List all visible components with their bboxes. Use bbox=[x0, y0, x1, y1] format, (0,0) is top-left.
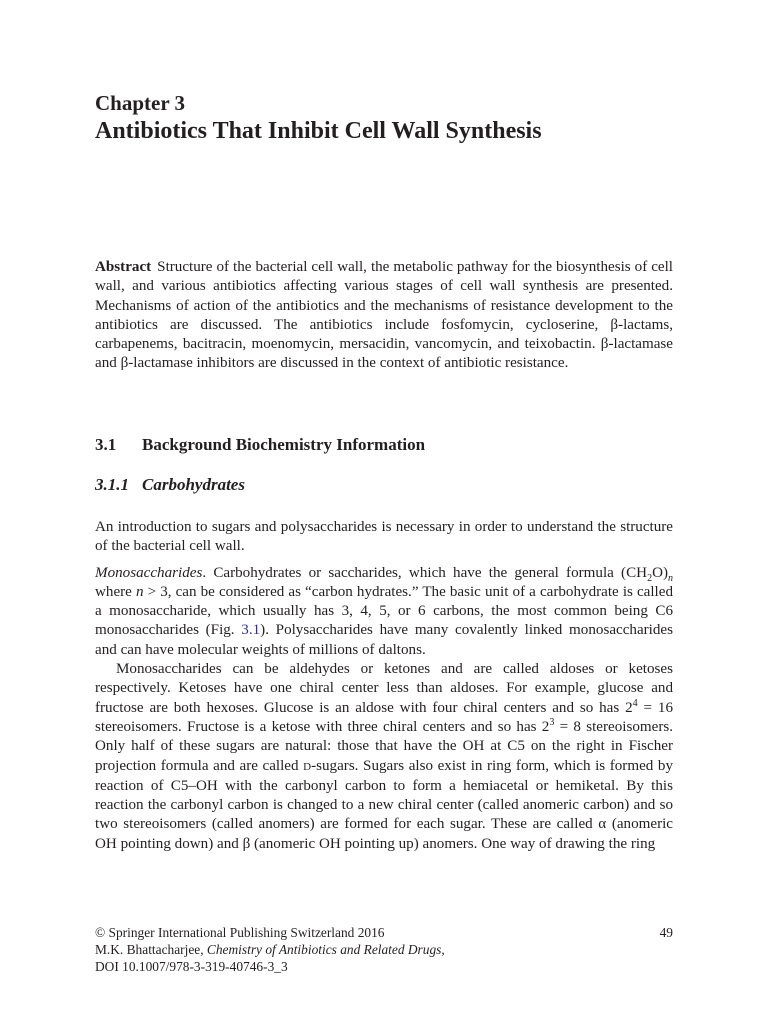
footer bbox=[95, 924, 673, 975]
abstract-label: Abstract bbox=[95, 259, 152, 275]
paragraph-monosaccharides: Monosaccharides. Carbohydrates or saccharides, which have the general formula $(CH_2O)_n$ where n > 3, can be considered as “carbon hydrates.” The basic unit of a carbohydrate is called a monosaccharide, which usually has 3, 4, 5, or 6 carbons, the most common being C6 monosaccharides (Fig. 3.1). Polysaccharides have many covalently linked monosaccharides and can have molecular weights of millions of daltons. bbox=[95, 564, 674, 658]
subsection-number: 3.1.1 bbox=[95, 475, 129, 494]
term-monosaccharides: Monosaccharides bbox=[95, 564, 203, 581]
subsection-heading bbox=[95, 474, 245, 496]
abstract-text: Structure of the bacterial cell wall, the metabolic pathway for the biosynthesis of cell wall, and various antibiotics affecting various stages of cell wall synthesis are presented. Mechanisms of action of the antibiotics and the mechanisms of resistance development to the antibiotics are discussed. The antibiotics include fosfomycin, cycloserine, β-lactams, carbapenems, bacitracin, moenomycin, mersacidin, vancomycin, and teixobactin. β-lactamase and β-lactamase inhibitors are discussed in the context of antibiotic resistance. bbox=[95, 259, 673, 372]
section-title: Background Biochemistry Information bbox=[142, 435, 426, 454]
chapter-label: Chapter 3 bbox=[95, 91, 186, 115]
chapter-title: Antibiotics That Inhibit Cell Wall Synthesis bbox=[95, 118, 542, 144]
copyright-line: © Springer International Publishing Switzerland 2016 bbox=[95, 925, 385, 940]
figure-reference-link[interactable]: 3.1 bbox=[241, 622, 261, 639]
page bbox=[95, 0, 675, 1024]
abstract bbox=[95, 258, 673, 374]
paragraph-intro: An introduction to sugars and polysaccharides is necessary in order to understand the structure of the bacterial cell wall. bbox=[95, 519, 673, 555]
citation-line: M.K. Bhattacharjee, Chemistry of Antibiotics and Related Drugs, bbox=[95, 942, 445, 957]
section-heading bbox=[95, 434, 425, 456]
subsection-title: Carbohydrates bbox=[142, 475, 245, 494]
body-text bbox=[95, 518, 673, 854]
paragraph-aldoses-ketoses: Monosaccharides can be aldehydes or ketones and are called aldoses or ketoses respectively. Ketoses have one chiral center less than aldoses. For example, glucose and fructose are both hexoses. Glucose is an aldose with four chiral centers and so has $2^4 = 16$ stereoisomers. Fructose is a ketose with three chiral centers and so has $2^3 = 8$ stereoisomers. Only half of these sugars are natural: those that have the OH at C5 on the right in Fischer projection formula and are called D-sugars. Sugars also exist in ring form, which is formed by reaction of C5–OH with the carbonyl carbon to form a hemiacetal or hemiketal. By this reaction the carbonyl carbon is changed to a new chiral center (called anomeric carbon) and so two stereoisomers (called anomers) are formed for each sugar. These are called α (anomeric OH pointing down) and β (anomeric OH pointing up) anomers. One way of drawing the ring bbox=[95, 661, 674, 852]
book-title: Chemistry of Antibiotics and Related Drugs bbox=[206, 942, 442, 957]
page-number: 49 bbox=[659, 925, 673, 940]
doi-line: DOI 10.1007/978-3-319-40746-3_3 bbox=[95, 959, 288, 974]
section-number: 3.1 bbox=[95, 435, 117, 454]
